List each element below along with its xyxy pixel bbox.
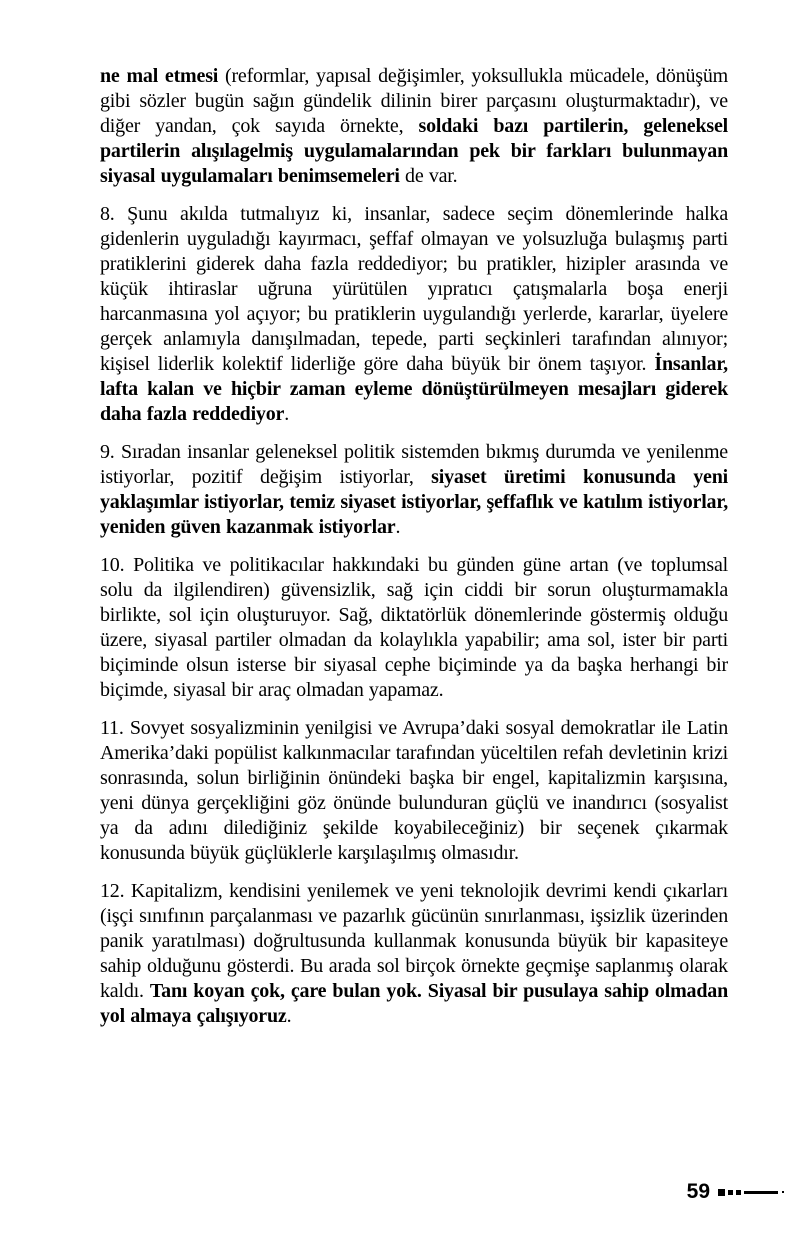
text-block	[100, 64, 728, 1042]
text-run: .	[286, 1005, 292, 1027]
text-run: de var.	[399, 165, 458, 187]
footer-ornament	[718, 1189, 784, 1196]
paragraph	[100, 553, 728, 703]
text-run: 12. Kapitalizm, kendisini yenilemek ve yeni teknolojik devrimi kendi çıkarları (işçi sınıfının parçalanması ve pazarlık gücünün sınırlanması, işsizlik üzerinden panik yaratılması) doğrultusunda kullanmak konusunda büyük bir kapasiteye sahip olduğunu gösterdi. Bu arada sol birçok örnekte geçmişe saplanmış olarak kaldı.	[100, 880, 728, 1002]
text-run: (reformlar, yapısal değişimler, yoksullukla mücadele, dönüşüm gibi sözler bugün sağın gündelik dilinin birer parçasını oluşturmaktadır), ve diğer yandan, çok sayıda örnekte,	[100, 65, 728, 137]
text-run: .	[395, 516, 401, 538]
text-run: 8. Şunu akılda tutmalıyız ki, insanlar, sadece seçim dönemlerinde halka gidenlerin uyguladığı kayırmacı, şeffaf olmayan ve yolsuzluğa bulaşmış parti pratiklerini giderek daha fazla reddediyor; bu pratikler, hizipler arasında ve küçük ihtiraslar uğruna yürütülen yıpratıcı çatışmalarla boşa enerji harcanmasına yol açıyor; bu pratiklerin uygulandığı yerlerde, kararlar, üyelere gerçek anlamıyla danışılmadan, tepede, parti seçkinleri tarafından alınıyor; kişisel liderlik kolektif liderliğe göre daha büyük bir önem taşıyor.	[100, 203, 728, 375]
text-run: 10. Politika ve politikacılar hakkındaki bu günden güne artan (ve toplumsal solu da ilgilendiren) güvensizlik, sağ için ciddi bir sorun oluşturmamakla birlikte, sol için oluşturuyor. Sağ, diktatörlük dönemlerinde göstermiş olduğu üzere, siyasal partiler olmadan da kolaylıkla yapabilir; ama sol, ister bir parti biçiminde olsun isterse bir siyasal cephe biçiminde ya da başka herhangi bir biçimde, siyasal bir araç olmadan yapamaz.	[100, 554, 728, 701]
square-bullet-icon	[718, 1189, 725, 1196]
bold-text-run: ne mal etmesi	[100, 65, 219, 87]
rule-line	[744, 1191, 778, 1194]
text-run: 11. Sovyet sosyalizminin yenilgisi ve Avrupa’daki sosyal demokratlar ile Latin Amerika’daki popülist kalkınmacılar tarafından yüceltilen refah devletinin krizi sonrasında, solun birliğinin önündeki başka bir engel, kapitalizmin karşısına, yeni dünya gerçekliğini göz önünde bulunduran güçlü ve inandırıcı (sosyalist ya da adını dilediğiniz şekilde koyabileceğiniz) bir seçenek çıkarmak konusunda büyük güçlüklerle karşılaşılmış olmasıdır.	[100, 717, 728, 864]
bold-text-run: İnsanlar, lafta kalan ve hiçbir zaman eyleme dönüştürülmeyen mesajları giderek daha fazla reddediyor	[100, 353, 728, 425]
page-number: 59	[686, 1180, 710, 1203]
page-footer	[687, 1178, 784, 1206]
square-bullet-icon	[736, 1190, 741, 1195]
bold-text-run: siyaset üretimi konusunda yeni yaklaşımlar istiyorlar, temiz siyaset istiyorlar, şeffaflık ve katılım istiyorlar, yeniden güven kazanmak istiyorlar	[100, 466, 728, 538]
bold-text-run: soldaki bazı partilerin, geleneksel partilerin alışılagelmiş uygulamalarından pek bir farkları bulunmayan siyasal uygulamaları benimsemeleri	[100, 115, 728, 187]
bold-text-run: Tanı koyan çok, çare bulan yok. Siyasal bir pusulaya sahip olmadan yol almaya çalışıyoruz	[100, 980, 728, 1027]
end-dot	[782, 1191, 784, 1193]
paragraph	[100, 202, 728, 427]
paragraph	[100, 879, 728, 1029]
square-bullet-icon	[728, 1190, 733, 1195]
paragraph	[100, 440, 728, 540]
paragraph	[100, 64, 728, 189]
paragraph	[100, 716, 728, 866]
text-run: 9. Sıradan insanlar geleneksel politik sistemden bıkmış durumda ve yenilenme istiyorlar, pozitif değişim istiyorlar,	[100, 441, 728, 488]
text-run: .	[284, 403, 290, 425]
